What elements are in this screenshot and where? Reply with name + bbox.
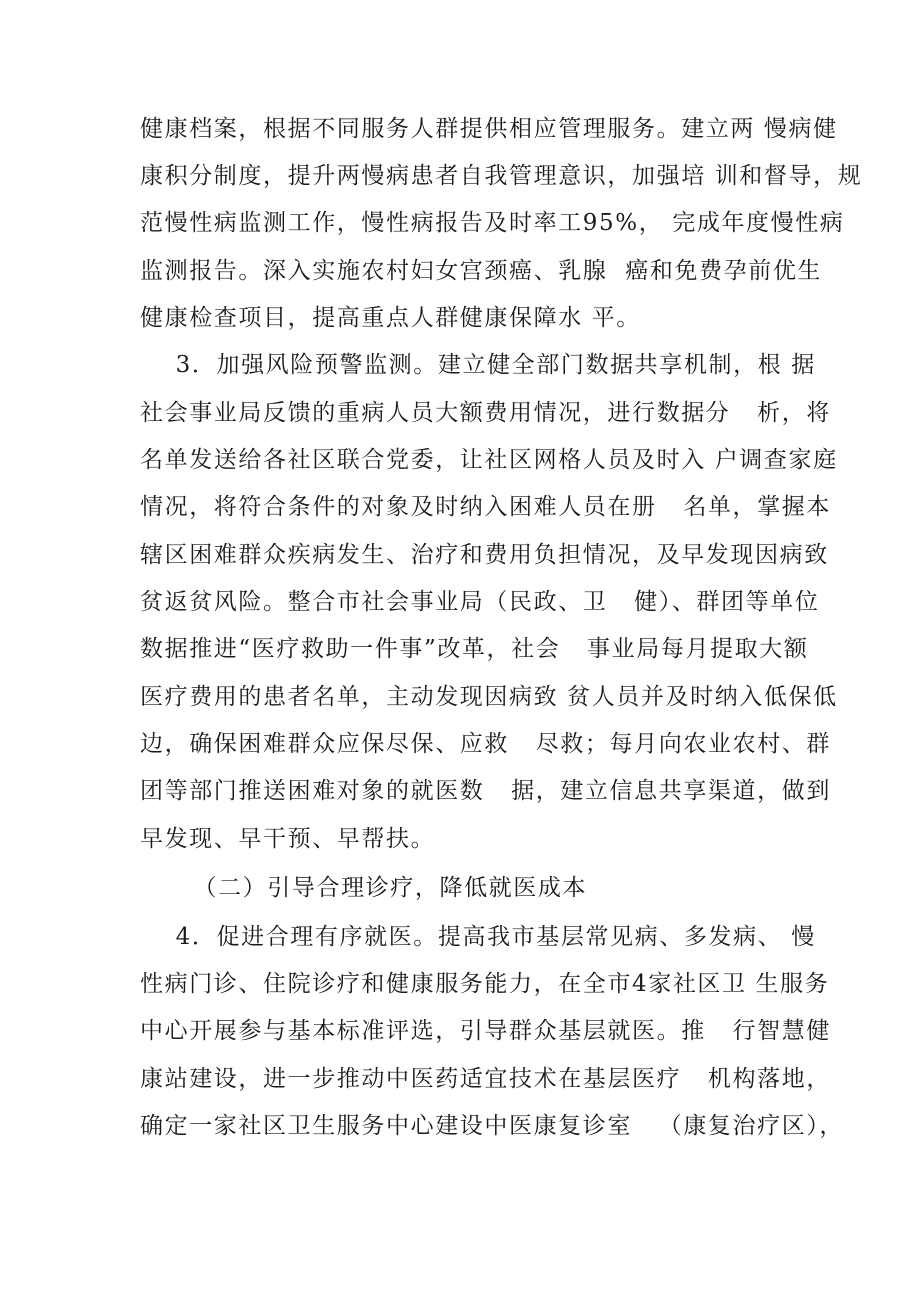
text-line: 辖区困难群众疾病发生、治疗和费用负担情况，及早发现因病致 xyxy=(140,542,829,568)
text-line: 医疗费用的患者名单，主动发现因病致 贫人员并及时纳入低保低 xyxy=(140,684,838,710)
text-line: 数据推进“医疗救助一件事”改革，社会 事业局每月提取大额 xyxy=(140,636,809,662)
text-line: 健康检查项目，提高重点人群健康保障水 平。 xyxy=(140,305,641,331)
paragraph-3-heading-line: 3．加强风险预警监测。建立健全部门数据共享机制，根 据 xyxy=(140,352,816,378)
text-line: 情况，将符合条件的对象及时纳入困难人员在册 名单，掌握本 xyxy=(140,494,831,520)
text-line: 社会事业局反馈的重病人员大额费用情况，进行数据分 析，将 xyxy=(140,400,831,426)
text-line: 中心开展参与基本标准评选，引导群众基层就医。推 行智慧健 xyxy=(140,1018,831,1044)
text-line: 贫返贫风险。整合市社会事业局（民政、卫 健）、群团等单位 xyxy=(140,589,820,615)
text-line: 康积分制度，提升两慢病患者自我管理意识，加强培 训和督导，规 xyxy=(140,163,863,189)
text-line: 团等部门推送困难对象的就医数 据，建立信息共享渠道，做到 xyxy=(140,778,831,804)
section-heading: （二）引导合理诊疗，降低就医成本 xyxy=(140,875,588,901)
text-line: 早发现、早干预、早帮扶。 xyxy=(140,826,436,852)
text-line: 健康档案，根据不同服务人群提供相应管理服务。建立两 慢病健 xyxy=(140,116,838,142)
text-line: 范慢性病监测工作，慢性病报告及时率工95%， 完成年度慢性病 xyxy=(140,210,845,236)
text-line: 康站建设，进一步推动中医药适宜技术在基层医疗 机构落地， xyxy=(140,1066,831,1092)
paragraph-4-heading-line: 4．促进合理有序就医。提高我市基层常见病、多发病、 慢 xyxy=(140,924,816,950)
text-line: 性病门诊、住院诊疗和健康服务能力，在全市4家社区卫 生服务 xyxy=(140,971,830,997)
text-line: 监测报告。深入实施农村妇女宫颈癌、乳腺 癌和免费孕前优生 xyxy=(140,258,823,284)
text-line: 边，确保困难群众应保尽保、应救 尽救；每月向农业农村、群 xyxy=(140,731,831,757)
text-line: 名单发送给各社区联合党委，让社区网格人员及时入 户调查家庭 xyxy=(140,447,838,473)
text-line: 确定一家社区卫生服务中心建设中医康复诊室 （康复治疗区）， xyxy=(140,1113,845,1139)
